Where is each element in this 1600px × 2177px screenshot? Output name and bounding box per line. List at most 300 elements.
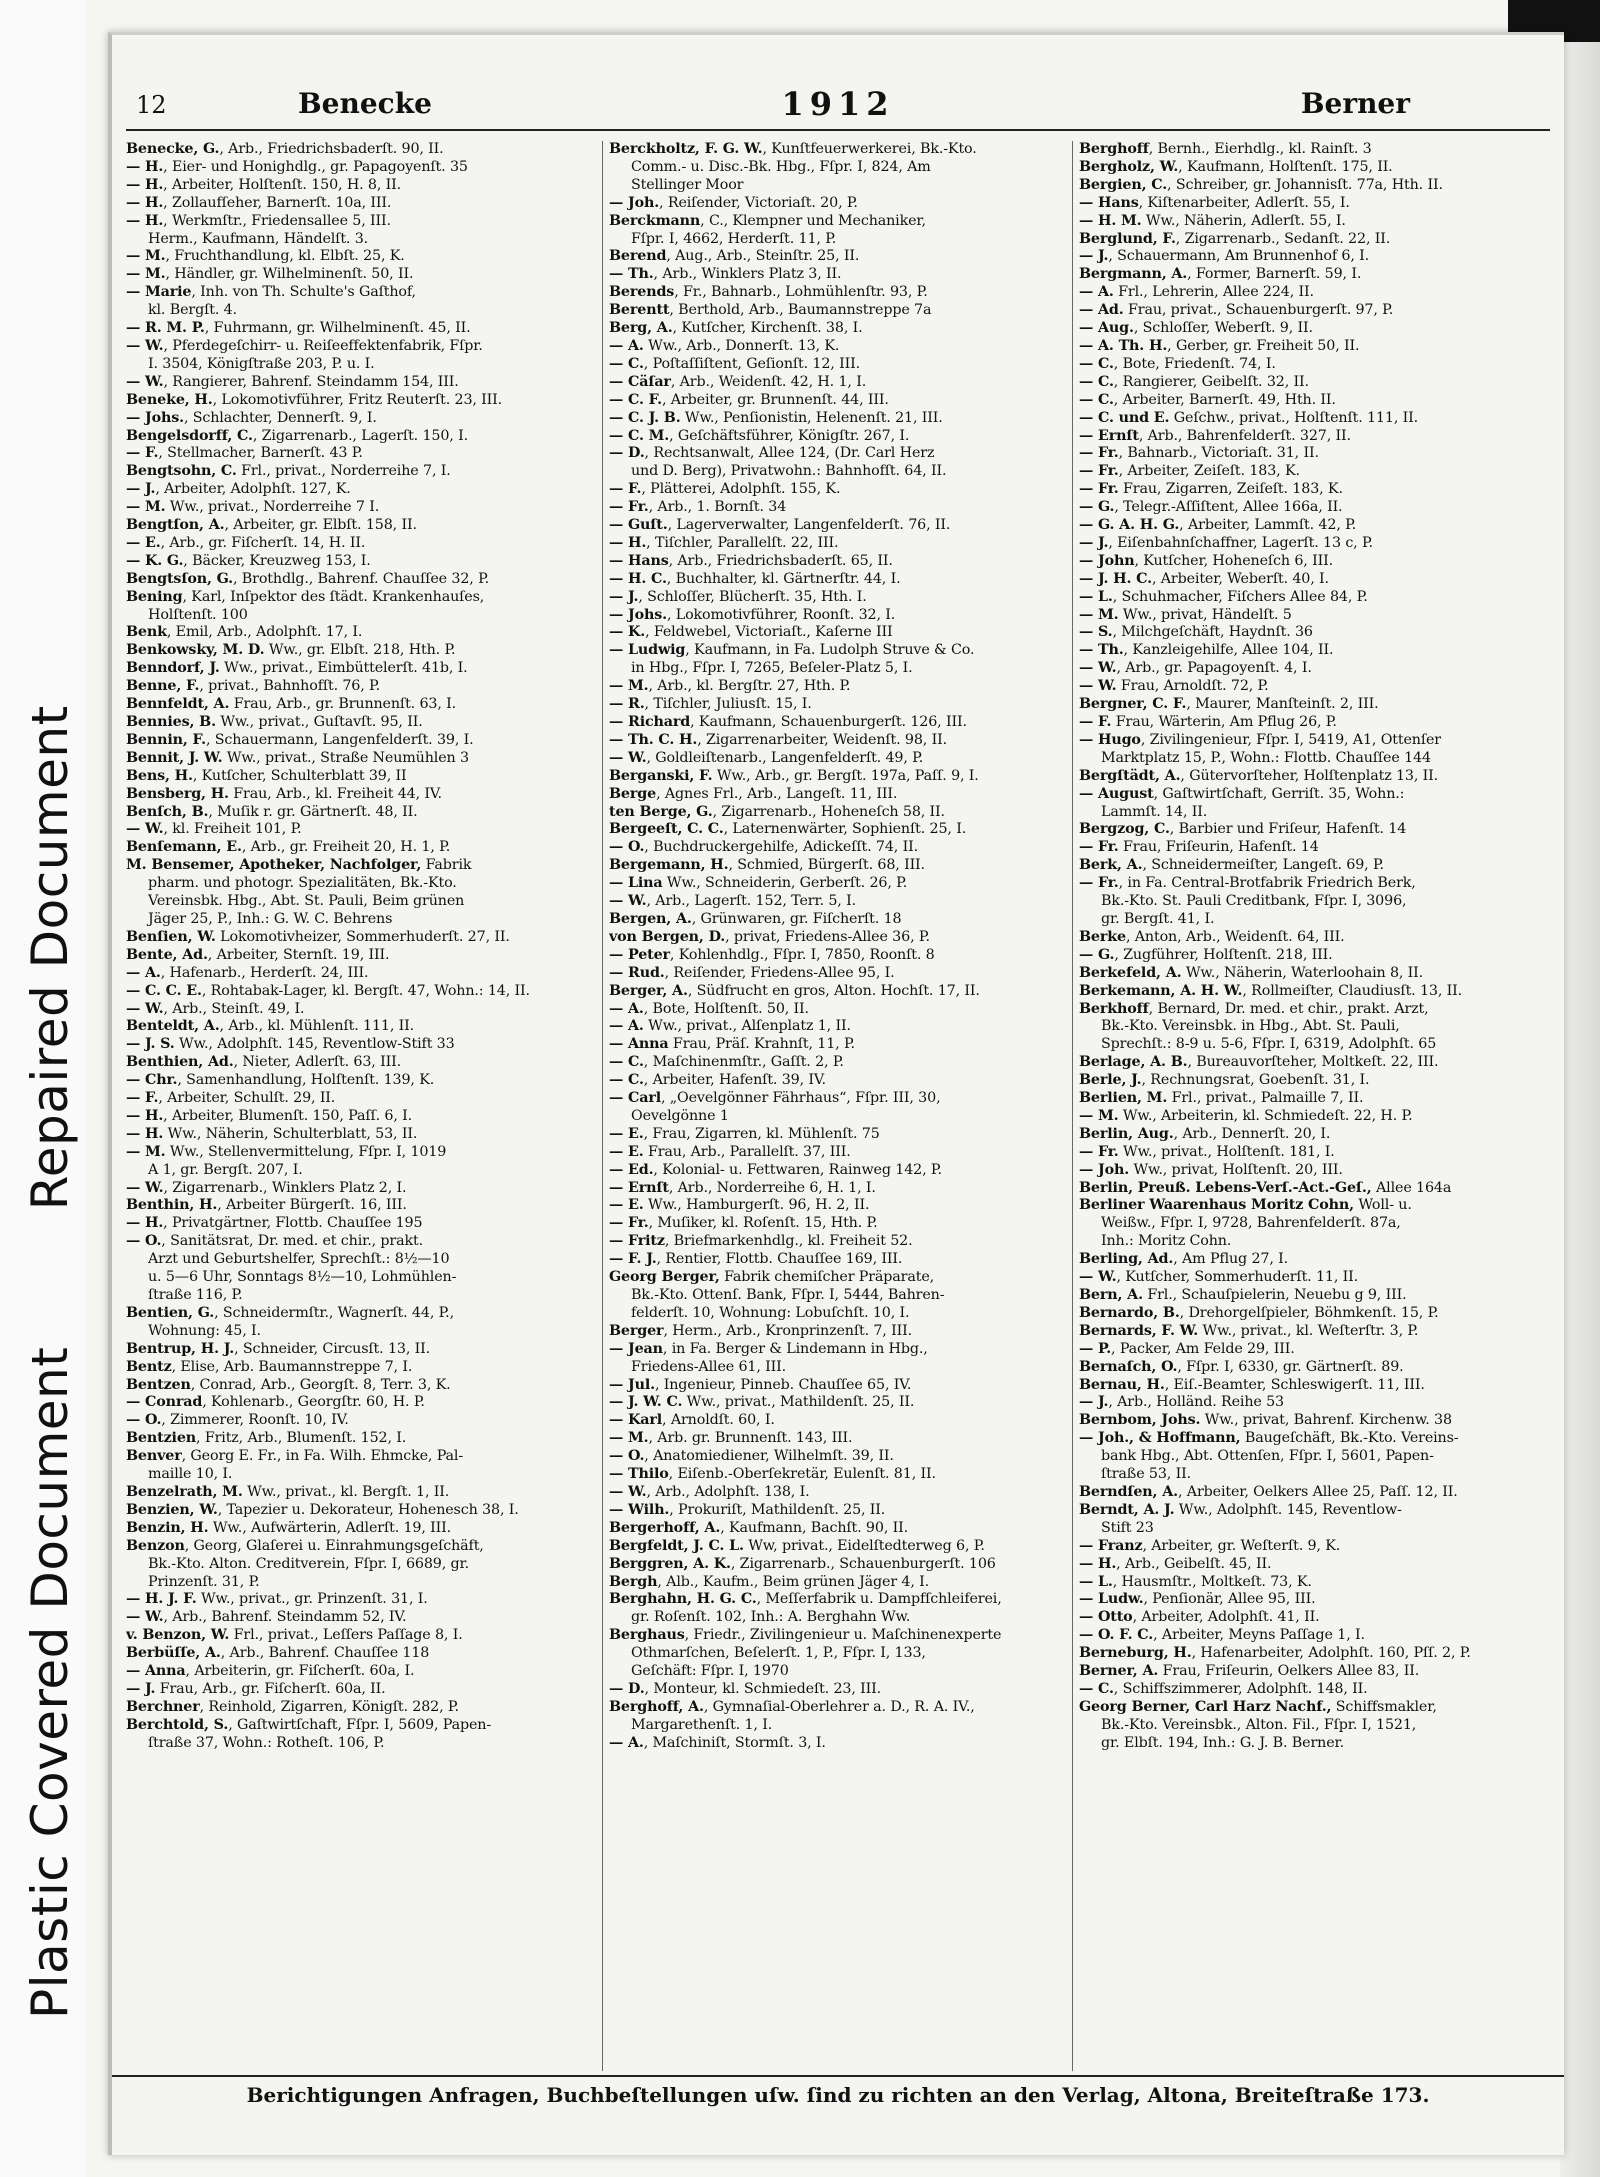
directory-entry [609,374,1071,392]
directory-entry [609,1448,1071,1466]
entry-details: gr. Bergſt. 41, I. [1101,910,1215,927]
directory-entry [126,1591,588,1609]
entry-details: , Südfrucht en gros, Alton. Hochſt. 17, II. [687,982,980,999]
entry-name: Bergholz, W. [1079,158,1179,175]
entry-name: Bennin, F. [126,731,206,748]
directory-entry [1079,1305,1541,1323]
entry-details: Wohnung: 45, I. [148,1322,261,1339]
entry-details: Geſchw., privat., Holſtenſt. 111, II. [1169,409,1419,426]
directory-entry [609,857,1071,875]
entry-name: — M. [1079,1107,1119,1124]
entry-details: , Conrad, Arb., Georgſt. 8, Terr. 3, K. [190,1376,451,1393]
entry-details: , Fſpr. I, 6330, gr. Gärtnerſt. 89. [1177,1358,1404,1375]
entry-details: , Tiſchler, Juliusſt. 15, I. [644,696,812,713]
entry-name: — Anna [609,1036,669,1053]
entry-details: , Fr., Bahnarb., Lohmühlenſtr. 93, P. [674,284,928,301]
directory-entry [1079,893,1541,911]
entry-name: Beneke, H. [126,391,213,408]
directory-entry [1079,571,1541,589]
directory-entry [126,356,588,374]
repaired-label: Repaired Document [21,705,79,1211]
entry-details: , Arnoldſt. 60, I. [662,1412,775,1429]
entry-name: — C. [609,1072,644,1089]
entry-details: Ww., gr. Elbſt. 218, Hth. P. [264,642,456,659]
entry-name: — Joh. [1079,1161,1130,1178]
directory-entry [1079,1556,1541,1574]
directory-entry [1079,660,1541,678]
entry-details: , Rangierer, Geibelſt. 32, II. [1113,373,1309,390]
directory-entry [126,1054,588,1072]
entry-details: Ww., privat., Alſenplatz 1, II. [643,1018,851,1035]
directory-entry [609,213,1071,231]
entry-name: Bergien, C. [1079,176,1168,193]
entry-details: , Lokomotivführer, Fritz Reuterſt. 23, III. [212,391,503,408]
entry-details: , Arb., Friedrichsbaderſt. 65, II. [668,552,893,569]
directory-entry [126,499,588,517]
entry-name: — C. C. E. [126,982,202,999]
entry-details: u. 5—6 Uhr, Sonntags 8½—10, Lohmühlen- [148,1269,457,1286]
entry-details: , Prokuriſt, Mathildenſt. 25, II. [669,1501,886,1518]
entry-name: — J. W. C. [609,1394,683,1411]
directory-entry [609,1305,1071,1323]
directory-entry [1079,1108,1541,1126]
directory-entry [609,177,1071,195]
entry-name: Bergſtädt, A. [1079,767,1181,784]
entry-details: ſtraße 116, P. [148,1287,243,1303]
directory-entry [126,714,588,732]
entry-details: , Kutſcher, Hoheneſch 6, III. [1134,552,1333,569]
entry-name: — J. [1079,248,1109,265]
entry-details: gr. Roſenſt. 102, Inh.: A. Berghahn Ww. [631,1609,911,1626]
entry-name: — Jul. [609,1376,655,1393]
entry-name: — W. [126,373,164,390]
entry-name: Bennies, B. [126,714,216,730]
directory-entry [609,231,1071,249]
directory-entry [1079,1251,1541,1269]
directory-entry [1079,1287,1541,1305]
directory-entry [126,983,588,1001]
entry-details: , Schiffszimmerer, Adolphſt. 148, II. [1113,1680,1368,1697]
directory-entry [609,553,1071,571]
entry-details: maille 10, I. [148,1466,233,1483]
directory-entry [126,857,588,875]
entry-details: , Packer, Am Felde 29, III. [1111,1340,1295,1357]
entry-name: — Fr. [609,1215,649,1232]
entry-name: — Joh., & Hoffmann, [1079,1430,1241,1447]
entry-name: — H. [1079,1555,1117,1572]
entry-name: — L. [1079,588,1113,605]
entry-name: Benkowsky, M. D. [126,642,265,659]
directory-entry [126,1036,588,1054]
directory-entry [126,804,588,822]
directory-entry [609,1001,1071,1019]
entry-details: , Rohtabak-Lager, kl. Bergſt. 47, Wohn.: 14, II. [201,982,530,999]
directory-entry [126,410,588,428]
directory-entry [1079,1072,1541,1090]
column-3 [1072,141,1541,2071]
entry-name: Bernaſch, O. [1079,1358,1178,1375]
directory-entry [126,696,588,714]
entry-name: — Fr. [1079,463,1119,480]
directory-entry [1079,1233,1541,1251]
entry-name: — W. [609,1483,647,1500]
entry-name: — Th. C. H. [609,731,698,748]
directory-entry [1079,1090,1541,1108]
entry-details: Ww., Arb., Donnerſt. 13, K. [643,337,840,354]
entry-details: und D. Berg), Privatwohn.: Bahnhofſt. 64, II. [631,463,947,480]
entry-name: Berg, A. [609,320,673,337]
entry-details: Frl., Lehrerin, Allee 224, II. [1113,284,1314,301]
entry-name: Berghoff [1079,141,1149,157]
entry-name: Benzin, H. [126,1519,209,1536]
entry-name: Berends [609,284,675,301]
entry-details: , Reinhold, Zigarren, Königſt. 282, P. [199,1698,459,1715]
directory-entry [1079,1484,1541,1502]
directory-entry [1079,875,1541,893]
page-number: 12 [136,91,167,119]
entry-details: Woll- u. [1353,1197,1412,1214]
directory-entry [609,696,1071,714]
entry-name: Berghoff, A. [609,1698,704,1715]
entry-name: Bengtſon, A. [126,517,225,534]
entry-details: , Kaufmann, Bachſt. 90, II. [720,1519,909,1536]
entry-name: — C. [609,1054,644,1071]
entry-name: Bernardo, B. [1079,1304,1180,1321]
entry-details: , Zigarrenarb., Lagerſt. 150, I. [252,427,468,444]
entry-name: Bentzien [126,1430,197,1447]
entry-name: — F. [126,445,159,462]
entry-name: Bergen, A. [609,910,692,927]
entry-details: , Grünwaren, gr. Fiſcherſt. 18 [691,910,902,927]
entry-name: Bens, H. [126,767,193,784]
entry-name: — C. [609,355,644,372]
directory-entry [126,1233,588,1251]
directory-entry [609,410,1071,428]
entry-details: , Milchgeſchäft, Haydnſt. 36 [1112,624,1313,641]
entry-details: , Schloſſer, Blücherſt. 35, Hth. I. [638,588,867,605]
directory-entry [1079,177,1541,195]
directory-entry [126,911,588,929]
entry-name: Berchner [126,1698,200,1715]
entry-name: — C. und E. [1079,409,1170,426]
entry-name: — W. [126,337,164,354]
directory-entry [126,463,588,481]
directory-entry [609,571,1071,589]
entry-name: — W. [1079,660,1117,677]
entry-name: — J. S. [126,1036,175,1053]
entry-name: — F. [609,481,642,498]
entry-name: Berlien, M. [1079,1090,1168,1107]
entry-details: Oevelgönne 1 [631,1107,729,1124]
directory-entry [609,589,1071,607]
directory-entry [1079,517,1541,535]
entry-details: , Hausmſtr., Moltkeſt. 73, K. [1112,1573,1312,1590]
entry-name: — A. [609,1018,644,1035]
entry-details: , Meſſerfabrik u. Dampfſchleiferei, [756,1591,1002,1608]
directory-entry [609,1341,1071,1359]
entry-details: , Maſchinenmſtr., Gaſſt. 2, P. [643,1054,844,1071]
directory-entry [126,1681,588,1699]
entry-details: Arzt und Geburtshelfer, Sprechſt.: 8½—10 [148,1251,450,1268]
directory-entry [609,1591,1071,1609]
directory-entry [1079,463,1541,481]
directory-entry [1079,1359,1541,1377]
entry-details: , Inh. von Th. Schulte's Gaſthof, [191,284,416,301]
page-footer: Berichtigungen Anfragen, Buchbeſtellungen uſw. ſind zu richten an den Verlag, Altona, Breiteſtraße 173. [112,2075,1564,2123]
directory-entry [609,195,1071,213]
entry-name: — C. [1079,391,1114,408]
entry-details: , Arb., Friedrichsbaderſt. 90, II. [219,141,444,157]
entry-details: , Arb., Adolphſt. 138, I. [646,1483,810,1500]
entry-details: , Tapezier u. Dekorateur, Hohenesch 38, I. [217,1501,519,1518]
entry-details: , Kiſtenarbeiter, Adlerſt. 55, I. [1138,194,1350,211]
entry-name: Benzien, W. [126,1501,218,1518]
entry-name: Benthin, H. [126,1197,218,1214]
entry-name: — Hugo [1079,731,1141,748]
entry-name: — F. [1079,714,1112,730]
entry-details: bank Hbg., Abt. Ottenſen, Fſpr. I, 5601, Papen- [1101,1448,1434,1465]
directory-entry [126,177,588,195]
entry-name: — K. [609,624,646,641]
directory-entry [609,1180,1071,1198]
entry-name: — F. [126,1090,159,1107]
directory-entry [609,535,1071,553]
entry-name: Berger [609,1322,664,1339]
entry-name: — Ludwig [609,642,686,659]
entry-details: , Schreiber, gr. Johannisſt. 77a, Hth. II. [1167,176,1443,193]
directory-entry [1079,1430,1541,1448]
directory-entry [609,445,1071,463]
entry-name: Benecke, G. [126,141,220,157]
entry-details: Ww., Näherin, Adlerſt. 55, I. [1141,212,1346,229]
entry-details: , Arbeiter, Blumenſt. 150, Paſſ. 6, I. [163,1107,413,1124]
directory-entry [609,1126,1071,1144]
entry-details: Marktplatz 15, P., Wohn.: Flottb. Chauſſee 144 [1101,749,1431,766]
entry-details: Ww., privat., Mathildenſt. 25, II. [682,1394,915,1411]
entry-details: felderſt. 10, Wohnung: Lobuſchſt. 10, I. [631,1304,910,1321]
directory-entry [126,1341,588,1359]
directory-entry [609,463,1071,481]
entry-details: , Reiſender, Victoriaſt. 20, P. [659,194,858,211]
entry-details: , Arb., Weidenſt. 42, H. 1, I. [670,373,867,390]
entry-details: , Schuhmacher, Fiſchers Allee 84, P. [1112,588,1368,605]
entry-details: Ww., Aufwärterin, Adlerſt. 19, III. [208,1519,452,1536]
entry-details: Bk.-Kto. Ottenſ. Bank, Fſpr. I, 5444, Bahren- [631,1287,945,1303]
entry-details: , Bote, Holſtenſt. 50, II. [643,1000,809,1017]
entry-name: — M. [609,678,649,695]
entry-details: , Arbeiter, gr. Elbſt. 158, II. [224,517,417,534]
directory-entry [1079,284,1541,302]
directory-entry [126,1627,588,1645]
directory-entry [1079,1681,1541,1699]
directory-entry [1079,696,1541,714]
directory-entry [126,821,588,839]
entry-details: , Arb., kl. Mühlenſt. 111, II. [219,1018,415,1035]
entry-name: — Peter [609,946,670,963]
entry-name: — Fr. [609,499,649,516]
entry-name: — H. [126,158,164,175]
directory-entry [126,893,588,911]
entry-name: Bergh [609,1573,658,1590]
entry-details: , Zigarrenarb., Schauenburgerſt. 106 [730,1555,996,1572]
entry-details: , Fritz, Arb., Blumenſt. 152, I. [196,1430,407,1447]
entry-details: , Agnes Frl., Arb., Langeſt. 11, III. [656,785,898,802]
entry-details: , Schneidermſtr., Wagnerſt. 44, P., [214,1304,454,1321]
entry-name: — Fr. [1079,875,1119,892]
directory-entry [126,302,588,320]
entry-name: — W. [1079,678,1117,695]
entry-name: — Jean [609,1340,663,1357]
entry-name: — Fr. [1079,481,1119,498]
directory-entry [609,1556,1071,1574]
entry-name: — E. [609,1197,644,1214]
directory-entry [1079,965,1541,983]
entry-name: — Otto [1079,1609,1133,1626]
entry-details: Ww., privat, Holſtenſt. 20, III. [1129,1161,1343,1178]
directory-entry [126,678,588,696]
directory-entry [609,1609,1071,1627]
entry-name: — E. [609,1143,644,1160]
entry-name: — C. [1079,355,1114,372]
directory-entry [1079,1377,1541,1395]
entry-details: , kl. Freiheit 101, P. [163,821,302,838]
entry-name: — F. J. [609,1251,657,1268]
directory-entry [126,535,588,553]
directory-entry [126,1108,588,1126]
entry-details: , Kaufmann, Schauenburgerſt. 126, III. [690,714,967,730]
directory-entry [126,1215,588,1233]
entry-details: , Zugführer, Holſtenſt. 218, III. [1114,946,1333,963]
entry-name: Bening [126,588,183,605]
directory-entry [609,1520,1071,1538]
entry-details: , Arb., gr. Papagoyenſt. 4, I. [1116,660,1312,677]
entry-name: — Hans [1079,194,1139,211]
entry-name: — J. [1079,534,1109,551]
directory-entry [126,1180,588,1198]
directory-entry [126,786,588,804]
entry-name: Berndt, A. J. [1079,1501,1175,1518]
directory-entry [126,1735,588,1753]
directory-entry [1079,821,1541,839]
entry-name: — C. M. [609,427,670,444]
entry-details: , Geſchäftsführer, Königſtr. 267, I. [669,427,910,444]
entry-details: Bk.-Kto. Alton. Creditverein, Fſpr. I, 6689, gr. [148,1555,470,1572]
directory-entry [609,1377,1071,1395]
directory-entry [609,284,1071,302]
directory-entry [609,983,1071,1001]
entry-details: , Stellmacher, Barnerſt. 43 P. [158,445,363,462]
directory-entry [609,1090,1071,1108]
directory-entry [1079,1144,1541,1162]
entry-details: , Privatgärtner, Flottb. Chauſſee 195 [163,1215,423,1232]
entry-name: — H. [126,1125,164,1142]
entry-details: , Nieter, Adlerſt. 63, III. [233,1054,401,1071]
entry-name: — H. [126,1215,164,1232]
entry-details: , Eiſenb.-Oberſekretär, Eulenſt. 81, II. [668,1466,936,1483]
directory-entry [609,893,1071,911]
directory-entry [1079,1591,1541,1609]
entry-details: , Arbeiter Bürgerſt. 16, III. [217,1197,407,1214]
entry-details: Frau, Zigarren, Zeiſeſt. 183, K. [1118,481,1343,498]
entry-details: , Anton, Arb., Weidenſt. 64, III. [1125,928,1345,945]
entry-details: , Händler, gr. Wilhelminenſt. 50, II. [165,266,414,283]
entry-name: — A. [609,1000,644,1017]
directory-entry [126,1359,588,1377]
entry-name: — Joh. [609,194,660,211]
entry-name: — W. [609,749,647,766]
directory-entry [609,1359,1071,1377]
directory-entry [1079,302,1541,320]
entry-name: Berger, A. [609,982,688,999]
entry-name: — Aug. [1079,320,1134,337]
entry-details: , C., Klempner und Mechaniker, [700,212,926,229]
directory-entry [1079,1054,1541,1072]
entry-name: Georg Berner, Carl Harz Nachf., [1079,1698,1332,1715]
directory-entry [609,1269,1071,1287]
entry-details: , Gaſtwirtſchaft, Fſpr. I, 5609, Papen- [228,1716,492,1733]
directory-entry [126,660,588,678]
directory-entry [1079,1018,1541,1036]
directory-entry [1079,159,1541,177]
entry-details: , Ingenieur, Pinneb. Chauſſee 65, IV. [654,1376,912,1393]
entry-details: , Zollaufſeher, Barnerſt. 10a, III. [163,194,392,211]
entry-name: Berkhoff [1079,1000,1149,1017]
entry-details: , Maurer, Manſteinſt. 2, III. [1186,696,1379,713]
directory-entry [1079,1036,1541,1054]
entry-name: Benne, F. [126,678,200,695]
directory-entry [609,356,1071,374]
entry-name: — H. [126,194,164,211]
entry-name: von Bergen, D. [609,928,726,945]
entry-name: — O. [126,1412,162,1429]
entry-details: , Pferdegeſchirr- u. Reiſeeffektenfabrik, Fſpr. [163,337,483,354]
entry-name: — John [1079,552,1135,569]
entry-details: , Kolonial- u. Fettwaren, Rainweg 142, P. [653,1161,942,1178]
directory-entry [126,1377,588,1395]
entry-details: , Former, Barnerſt. 59, I. [1187,266,1362,283]
entry-details: , Tiſchler, Parallelſt. 22, III. [646,534,839,551]
entry-name: — Chr. [126,1072,178,1089]
page-header [126,85,1550,131]
entry-name: Georg Berger, [609,1269,720,1286]
directory-entry [609,1394,1071,1412]
entry-name: — O. [609,1448,645,1465]
directory-entry [126,1448,588,1466]
entry-details: Fſpr. I, 4662, Herderſt. 11, P. [631,230,837,247]
entry-name: Benſch, B. [126,803,209,820]
entry-name: — Ernſt [609,1179,669,1196]
directory-entry [126,159,588,177]
entry-name: Berghahn, H. G. C. [609,1591,757,1608]
entry-details: , Arbeiter, Lammſt. 42, P. [1179,517,1357,534]
entry-details: , Hafenarb., Herderſt. 24, III. [160,964,369,981]
entry-name: Bernards, F. W. [1079,1322,1199,1339]
entry-details: Frau, Friſeurin, Hafenſt. 14 [1118,839,1319,856]
directory-entry [126,929,588,947]
directory-entry [1079,374,1541,392]
entry-details: , Arbeiter, Adolphſt. 127, K. [155,481,351,498]
directory-entry [609,141,1071,159]
directory-entry [126,750,588,768]
entry-details: , Herm., Arb., Kronprinzenſt. 7, III. [663,1322,912,1339]
directory-entry [126,1502,588,1520]
entry-name: Benndorf, J. [126,660,220,677]
entry-name: — H. C. [609,570,667,587]
entry-name: — R. M. P. [126,320,205,337]
directory-entry [126,1018,588,1036]
entry-details: , Zimmerer, Roonſt. 10, IV. [161,1412,349,1429]
entry-details: Sprechſt.: 8-9 u. 5-6, Fſpr. I, 6319, Adolphſt. 65 [1101,1036,1437,1053]
